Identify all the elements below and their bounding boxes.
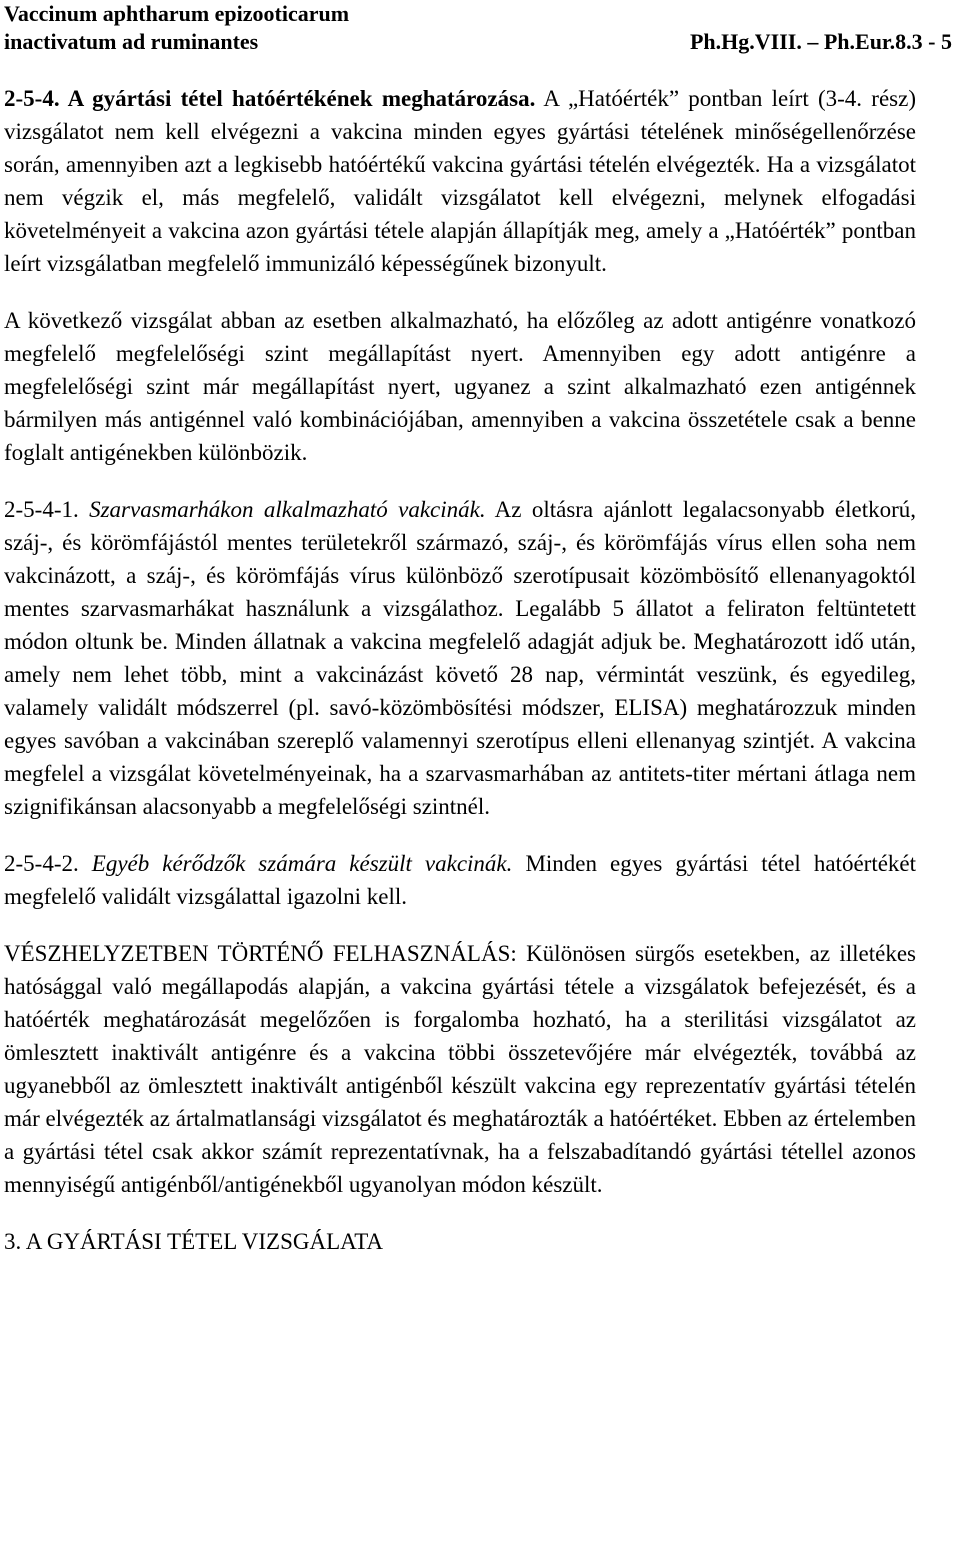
monograph-title-line1: Vaccinum aphtharum epizooticarum — [4, 1, 350, 26]
section-text-2-5-4-1: Az oltásra ajánlott legalacsonyabb életkorú, száj-, és körömfájástól mentes területekről származó, száj-, és körömfájás vírus ellen soha nem vakcinázott, a száj-, és körömfájás vírus különböző szerotípusait közömbösítő ellenanyagoktól mentes szarvasmarhákat használunk a vizsgálathoz. Legalább 5 állatot a feliraton feltüntetett módon oltunk be. Minden állatnak a vakcina megfelelő adagját adjuk be. Meghatározott idő után, amely nem lehet több, mint a vakcinázást követő 28 nap, vérmintát veszünk, és egyedileg, valamely validált módszerrel (pl. savó-közömbösítési módszer, ELISA) meghatározzuk minden egyes savóban a vakcinában szereplő valamennyi szerotípus elleni ellenanyag szintjét. A vakcina megfelel a vizsgálat követelményeinak, ha a szarvasmarhában az antitets-titer mértani átlaga nem szignifikánsan alacsonyabb a megfelelőségi szintnél. — [4, 497, 917, 819]
emergency-label: VÉSZHELYZETBEN TÖRTÉNŐ FELHASZNÁLÁS — [4, 941, 511, 966]
section-number-2-5-4-1: 2-5-4-1. — [4, 497, 79, 522]
document-body — [4, 82, 916, 1282]
section-title-2-5-4-2: Egyéb kérődzők számára készült vakcinák. — [91, 851, 513, 876]
emergency-text: : Különösen sürgős esetekben, az illetékes hatósággal való megállapodás alapján, a vakcina gyártási tétele a vizsgálatok befejezését, és a hatóérték meghatározását megelőzően is forgalomba hozható, ha a sterilitási vizsgálatot az ömlesztett inaktivált antigénre és a vakcina többi összetevőjére már elvégezték, továbbá az ugyanebből az ömlesztett inaktivált antigénből készült vakcina egy reprezentatív gyártási tételén már elvégezték az ártalmatlansági vizsgálatot és meghatározták a hatóértéket. Ebben az értelemben a gyártási tétel csak akkor számít reprezentatívnak, ha a felszabadítandó gyártási tétellel azonos mennyiségű antigénből/antigénekből ugyanolyan módon készült. — [4, 941, 916, 1197]
section-text-2-5-4-2: Minden egyes gyártási tétel hatóértékét megfelelő validált vizsgálattal igazolni kell. — [4, 851, 917, 909]
paragraph-2-5-4-b — [4, 304, 916, 469]
header-row-2 — [4, 28, 952, 56]
section-heading-2-5-4: 2-5-4. A gyártási tétel hatóértékének meghatározása. — [4, 86, 536, 111]
paragraph-2-5-4-1 — [4, 493, 916, 823]
paragraph-2-5-4 — [4, 82, 916, 280]
section-number-2-5-4-2: 2-5-4-2. — [4, 851, 79, 876]
pharmacopoeia-reference: Ph.Hg.VIII. – Ph.Eur.8.3 - 5 — [689, 29, 952, 54]
header-row-1 — [4, 0, 952, 28]
paragraph-2-5-4-2 — [4, 847, 916, 913]
section-text-2-5-4-a: A „Hatóérték” pontban leírt (3-4. rész) vizsgálatot nem kell elvégezni a vakcina minden egyes gyártási tételének minőségellenőrzése során, amennyiben azt a legkisebb hatóértékű vakcina gyártási tételén elvégezték. Ha a vizsgálatot nem végzik el, más megfelelő, validált vizsgálatot kell elvégezni, melynek elfogadási követelményeit a vakcina azon gyártási tétele alapján állapítják meg, amely a „Hatóérték” pontban leírt vizsgálatban megfelelő immunizáló képességűnek bizonyult. — [4, 86, 916, 276]
section-text-2-5-4-b: A következő vizsgálat abban az esetben alkalmazható, ha előzőleg az adott antigénre vonatkozó megfelelő megfelelőségi szint megállapítást nyert. Amennyiben egy adott antigénre a megfelelőségi szint már megállapítást nyert, ugyanez a szint alkalmazható ezen antigénnek bármilyen más antigénnel való kombinációjában, amennyiben a vakcina összetétele csak a benne foglalt antigénekben különbözik. — [4, 308, 916, 465]
section-title-2-5-4-1: Szarvasmarhákon alkalmazható vakcinák. — [89, 497, 486, 522]
page-header — [4, 0, 952, 56]
monograph-title-line2: inactivatum ad ruminantes — [4, 29, 259, 54]
section-heading-3: 3. A GYÁRTÁSI TÉTEL VIZSGÁLATA — [4, 1229, 384, 1254]
paragraph-emergency — [4, 937, 916, 1201]
